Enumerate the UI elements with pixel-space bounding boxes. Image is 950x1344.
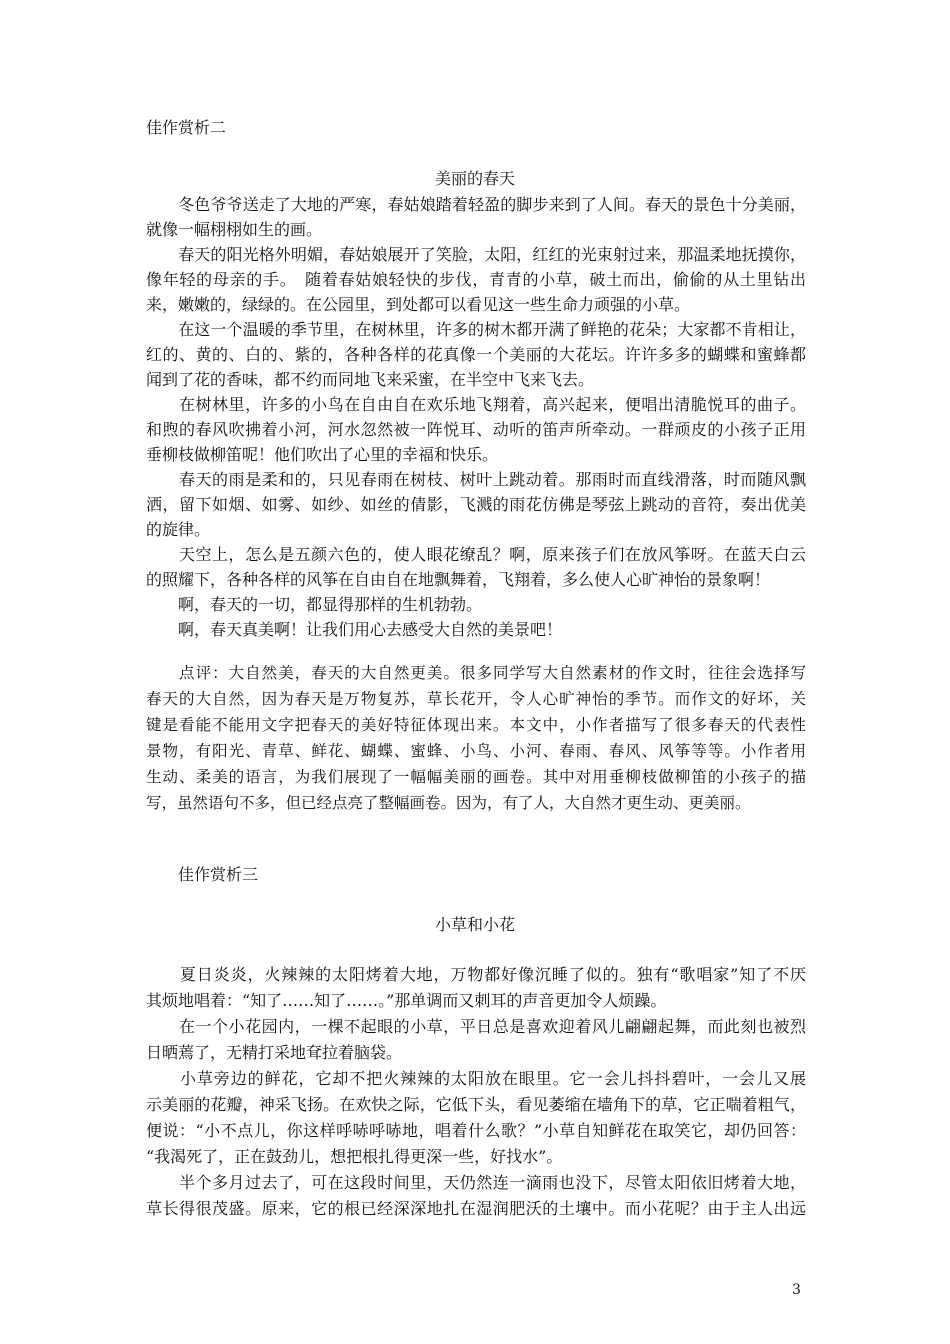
essay2-line: 半个多月过去了，可在这段时间里，天仍然连一滴雨也没下，尽管太阳依旧烤着大地，: [146, 1173, 806, 1192]
essay1-line: 垂柳枝做柳笛呢！他们吹出了心里的幸福和快乐。: [146, 445, 499, 464]
essay1-line: 来，嫩嫩的，绿绿的。在公园里，到处都可以看见这一些生命力顽强的小草。: [146, 295, 691, 314]
essay1-line: 的照耀下，各种各样的风筝在自由自在地飘舞着，飞翔着，多么使人心旷神怡的景象啊！: [146, 570, 771, 589]
essay1-line: 春天的雨是柔和的，只见春雨在树枝、树叶上跳动着。那雨时而直线滑落，时而随风飘: [146, 470, 806, 489]
essay1-line: 啊，春天真美啊！让我们用心去感受大自然的美景吧！: [146, 620, 563, 639]
essay2-line: 草长得很茂盛。原来，它的根已经深深地扎在湿润肥沃的土壤中。而小花呢？由于主人出远: [146, 1199, 806, 1218]
essay1-line: 的旋律。: [146, 520, 211, 539]
essay1-line: 红的、黄的、白的、紫的，各种各样的花真像一个美丽的大花坛。许许多多的蝴蝶和蜜蜂都: [146, 345, 806, 364]
essay1-line: 就像一幅栩栩如生的画。: [146, 220, 323, 239]
essay2-line: 日晒蔫了，无精打采地耷拉着脑袋。: [146, 1043, 403, 1062]
comment-line: 春天的大自然，因为春天是万物复苏，草长花开，令人心旷神怡的季节。而作文的好坏，关: [146, 690, 806, 708]
section-heading-2: 佳作赏析二: [146, 118, 227, 137]
essay1-line: 冬色爷爷送走了大地的严寒，春姑娘踏着轻盈的脚步来到了人间。春天的景色十分美丽，: [146, 195, 806, 214]
essay2-line: 便说：“小不点儿，你这样呼哧呼哧地，唱着什么歌？”小草自知鲜花在取笑它，却仍回答：: [146, 1121, 806, 1140]
comment-line: 生动、柔美的语言，为我们展现了一幅幅美丽的画卷。其中对用垂柳枝做柳笛的小孩子的描: [146, 768, 806, 786]
essay2-line: 夏日炎炎，火辣辣的太阳烤着大地，万物都好像沉睡了似的。独有“歌唱家”知了不厌: [146, 965, 806, 984]
essay-title-2: 小草和小花: [434, 915, 515, 934]
essay1-line: 洒，留下如烟、如雾、如纱、如丝的倩影，飞溅的雨花仿佛是琴弦上跳动的音符，奏出优美: [146, 495, 806, 514]
essay1-line: 和煦的春风吹拂着小河，河水忽然被一阵悦耳、动听的笛声所牵动。一群顽皮的小孩子正用: [146, 420, 806, 439]
essay2-line: 小草旁边的鲜花，它却不把火辣辣的太阳放在眼里。它一会儿抖抖碧叶，一会儿又展: [146, 1069, 806, 1088]
essay1-line: 闻到了花的香味，都不约而同地飞来采蜜，在半空中飞来飞去。: [146, 370, 595, 389]
essay2-line: 示美丽的花瓣，神采飞扬。在欢快之际，它低下头，看见萎缩在墙角下的草，它正喘着粗气，: [146, 1095, 806, 1114]
essay1-line: 啊，春天的一切，都显得那样的生机勃勃。: [146, 595, 483, 614]
essay2-line: “我渴死了，正在鼓劲儿，想把根扎得更深一些，好找水”。: [146, 1147, 563, 1166]
comment-line: 点评：大自然美，春天的大自然更美。很多同学写大自然素材的作文时，往往会选择写: [146, 664, 806, 682]
essay1-line: 在树林里，许多的小鸟在自由自在欢乐地飞翔着，高兴起来，便唱出清脆悦耳的曲子。: [146, 395, 806, 414]
comment-line: 写，虽然语句不多，但已经点亮了整幅画卷。因为，有了人，大自然才更生动、更美丽。: [146, 794, 751, 812]
essay1-line: 春天的阳光格外明媚，春姑娘展开了笑脸，太阳，红红的光束射过来，那温柔地抚摸你，: [146, 245, 806, 264]
page-number: 3: [792, 1282, 801, 1298]
essay1-line: 像年轻的母亲的手。 随着春姑娘轻快的步伐，青青的小草，破土而出，偷偷的从土里钻出: [146, 270, 806, 289]
comment-line: 键是看能不能用文字把春天的美好特征体现出来。本文中，小作者描写了很多春天的代表性: [146, 716, 806, 734]
essay2-line: 其烦地唱着：“知了……知了……。”那单调而又刺耳的声音更加令人烦躁。: [146, 991, 667, 1010]
section-heading-3: 佳作赏析三: [178, 865, 259, 884]
essay2-line: 在一个小花园内，一棵不起眼的小草，平日总是喜欢迎着风儿翩翩起舞，而此刻也被烈: [146, 1017, 806, 1036]
essay1-line: 天空上，怎么是五颜六色的，使人眼花缭乱？啊，原来孩子们在放风筝呀。在蓝天白云: [146, 545, 806, 564]
comment-line: 景物，有阳光、青草、鲜花、蝴蝶、蜜蜂、小鸟、小河、春雨、春风、风筝等等。小作者用: [146, 742, 806, 760]
essay-title-1: 美丽的春天: [434, 169, 515, 188]
essay1-line: 在这一个温暖的季节里，在树林里，许多的树木都开满了鲜艳的花朵；大家都不肯相让，: [146, 320, 806, 339]
